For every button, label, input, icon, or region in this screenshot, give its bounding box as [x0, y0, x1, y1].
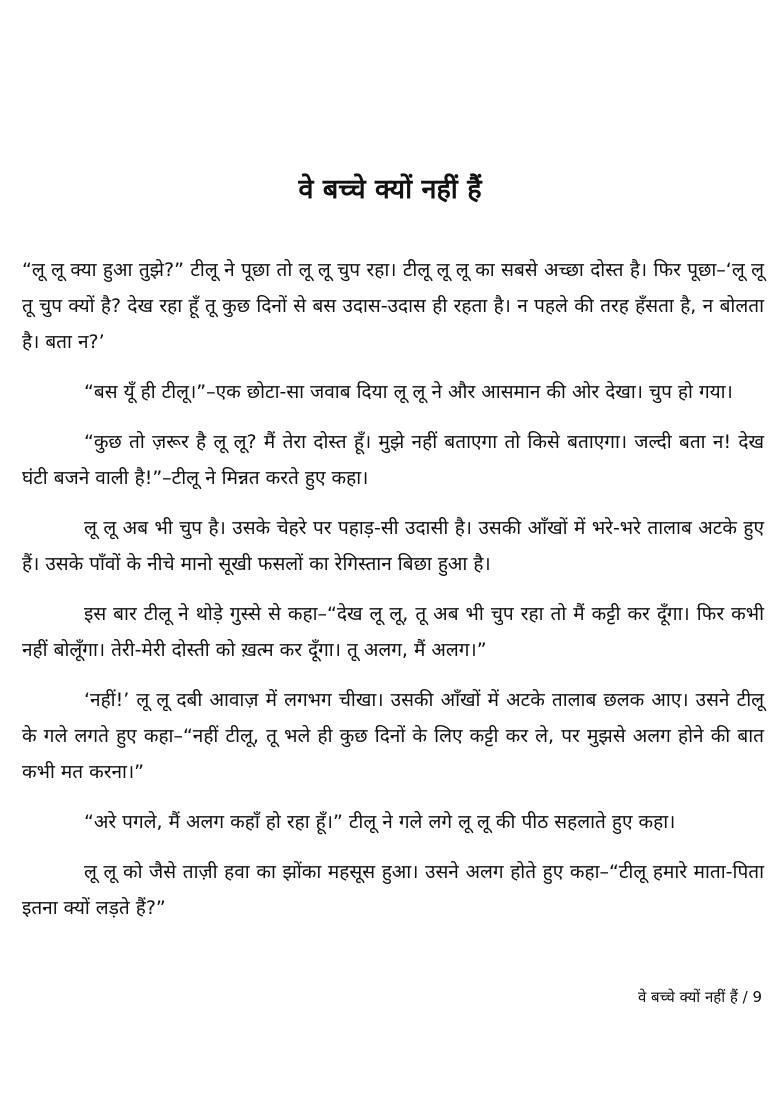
paragraph-6: ‘नहीं!’ लू लू दबी आवाज़ में लगभग चीखा। उसकी आँखों में अटके तालाब छलक आए। उसने टीलू के गले लगते हुए कहा–“नहीं टीलू, तू भले ही कुछ दिनों के लिए कट्टी कर ले, पर मुझसे अलग होने की बात कभी मत करना।” [22, 689, 764, 783]
chapter-title: वे बच्चे क्यों नहीं हैं [298, 174, 482, 205]
paragraph-2: “बस यूँ ही टीलू।”–एक छोटा-सा जवाब दिया लू लू ने और आसमान की ओर देखा। चुप हो गया। [84, 381, 733, 403]
paragraph-8: लू लू को जैसे ताज़ी हवा का झोंका महसूस हुआ। उसने अलग होते हुए कहा–“टीलू हमारे माता-पिता इतना क्यों लड़ते हैं?” [22, 861, 764, 919]
paragraph-4: लू लू अब भी चुप है। उसके चेहरे पर पहाड़-सी उदासी है। उसकी आँखों में भरे-भरे तालाब अटके हुए हैं। उसके पाँवों के नीचे मानो सूखी फसलों का रेगिस्तान बिछा हुआ है। [22, 517, 764, 575]
chapter-body [22, 252, 764, 940]
paragraph-7: “अरे पगले, मैं अलग कहाँ हो रहा हूँ।” टीलू ने गले लगे लू लू की पीठ सहलाते हुए कहा। [84, 811, 676, 833]
page-footer: वे बच्चे क्यों नहीं हैं / 9 [637, 988, 762, 1006]
paragraph-3: “कुछ तो ज़रूर है लू लू? मैं तेरा दोस्त हूँ। मुझे नहीं बताएगा तो किसे बताएगा। जल्दी बता न! देख घंटी बजने वाली है!”–टीलू ने मिन्नत करते हुए कहा। [22, 431, 764, 489]
paragraph-1: “लू लू क्या हुआ तुझे?” टीलू ने पूछा तो लू लू चुप रहा। टीलू लू लू का सबसे अच्छा दोस्त है। फिर पूछा–‘लू लू तू चुप क्यों है? देख रहा हूँ तू कुछ दिनों से बस उदास-उदास ही रहता है। न पहले की तरह हँसता है, न बोलता है। बता न?’ [22, 259, 764, 353]
paragraph-5: इस बार टीलू ने थोड़े गुस्से से कहा–“देख लू लू, तू अब भी चुप रहा तो मैं कट्टी कर दूँगा। फिर कभी नहीं बोलूँगा। तेरी-मेरी दोस्ती को ख़त्म कर दूँगा। तू अलग, मैं अलग।” [22, 603, 764, 661]
